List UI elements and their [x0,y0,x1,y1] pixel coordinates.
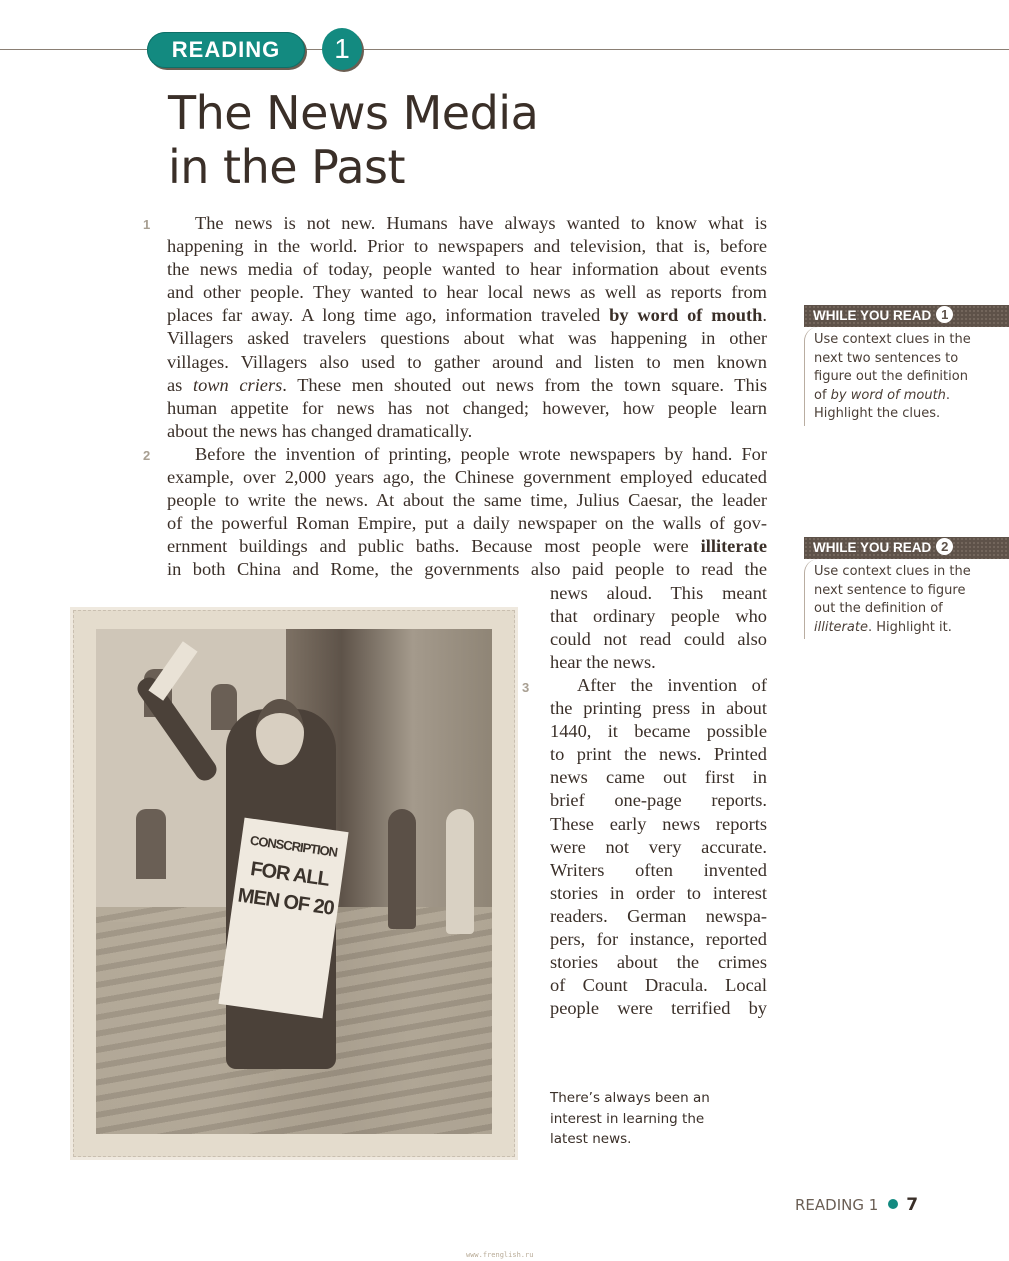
vocabulary-term-illiterate: illiterate [700,536,767,557]
paragraph-line: the printing press in about [550,698,767,719]
paragraph-number-3: 3 [522,680,530,695]
paragraph-line: Before the invention of printing, people wrote newspapers by hand. For [195,444,767,464]
sign-line: MEN OF 20 [236,884,336,920]
line-text: as [167,374,193,395]
paragraph-number-2: 2 [143,448,151,463]
paragraph-line: brief one-page reports. [550,790,767,811]
instruction-term: by word of mouth [830,387,946,403]
photo-doorway [136,809,166,879]
paragraph-line: hear the news. [550,651,656,672]
instruction-line [814,619,1009,638]
header-rule-left [0,49,150,50]
paragraph-line: people were terrified by [550,998,767,1019]
while-you-read-box-2 [804,537,1009,639]
paragraph-line: the news media of today, people wanted to hear information about events [167,259,767,280]
paragraph-line: could not read could also [550,628,767,649]
title-line-2: in the Past [168,140,406,194]
while-you-read-instructions [804,327,1009,426]
sign-line: CONSCRIPTION [249,832,339,860]
paragraph-line: and other people. They wanted to hear local news as well as reports from [167,282,767,303]
instruction-line: next sentence to figure [814,582,966,598]
footer-section: READING 1 [795,1196,879,1214]
paragraph-line: The news is not new. Humans have always wanted to know what is [195,213,767,233]
instruction-line: next two sentences to [814,350,959,366]
paragraph-line: about the news has changed dramatically. [167,420,473,441]
line-text: . These men shouted out news from the town square. This [282,374,768,395]
line-text: . [762,305,767,326]
paragraph-line: human appetite for news has not changed; however, how people learn [167,397,767,418]
paragraph-1 [167,212,767,443]
photo-image [96,629,492,1134]
paragraph-3 [550,674,767,1020]
title-line-1: The News Media [168,86,539,140]
paragraph-line: news came out first in [550,767,767,788]
instruction-line: Use context clues in the [814,332,971,347]
paragraph-line: stories about the crimes [550,952,767,973]
newsboy-photo [73,610,515,1157]
paragraph-line [167,304,767,327]
instruction-line: Highlight the clues. [814,406,941,422]
photo-caption [550,1088,710,1150]
header-rule-connector [304,49,324,50]
caption-line: latest news. [550,1131,632,1147]
italic-term-town-criers: town criers [192,374,283,395]
instruction-text: . Highlight it. [867,619,952,635]
paragraph-line: were not very accurate. [550,836,767,857]
paragraph-line: of the powerful Roman Empire, put a daily newspaper on the walls of gov- [167,513,767,534]
paragraph-line: Writers often invented [550,859,767,880]
paragraph-line: stories in order to interest [550,882,767,903]
while-you-read-label: WHILE YOU READ [813,540,932,555]
paragraph-line: that ordinary people who [550,605,767,626]
line-text: ernment buildings and public baths. Because most people were [167,536,701,557]
photo-background-person [388,809,416,929]
paragraph-line: of Count Dracula. Local [550,975,767,996]
instruction-term: illiterate [814,619,868,635]
header-rule-right [362,49,1009,50]
paragraph-line [167,535,767,558]
paragraph-number-1: 1 [143,217,151,232]
line-text: places far away. A long time ago, information traveled [167,305,610,326]
instruction-line [814,387,1009,406]
paragraph-line: These early news reports [550,813,767,834]
paragraph-line: 1440, it became possible [550,721,767,742]
paragraph-line [167,374,767,397]
photo-window [211,684,237,730]
caption-line: interest in learning the [550,1110,705,1127]
paragraph-line: pers, for instance, reported [550,929,767,950]
paragraph-line: happening in the world. Prior to newspapers and television, that is, before [167,236,767,257]
page-title [168,86,538,194]
page-footer [795,1195,918,1215]
paragraph-2-continued [550,582,767,674]
paragraph-line: Villagers asked travelers questions about what was happening in other [167,328,767,349]
instruction-line: figure out the definition [814,369,968,385]
photo-background-person [446,809,474,934]
instruction-text: . [945,387,951,403]
section-number-badge: 1 [322,28,362,70]
paragraph-line: example, over 2,000 years ago, the Chinese government employed educated [167,467,767,488]
paragraph-line: people to write the news. At about the same time, Julius Caesar, the leader [167,490,767,511]
paragraph-line: villages. Villagers also used to gather around and listen to men known [167,351,767,372]
vocabulary-term-by-word-of-mouth: by word of mouth [609,305,763,326]
paragraph-line: to print the news. Printed [550,744,767,765]
paragraph-line: news aloud. This meant [550,582,767,603]
bullet-dot-icon [888,1199,898,1209]
caption-line: There’s always been an [550,1090,710,1106]
while-you-read-header [804,305,1009,327]
while-you-read-number-icon: 1 [936,306,953,323]
page-number: 7 [906,1195,919,1215]
paragraph-2 [167,443,767,582]
while-you-read-header [804,537,1009,559]
section-label-badge: READING [147,32,305,68]
while-you-read-instructions [804,559,1009,639]
watermark: www.frenglish.ru [466,1251,534,1259]
photo-newsboy-head [256,699,304,765]
paragraph-line: readers. German newspa- [550,905,767,926]
instruction-text: of [814,387,831,403]
instruction-line: Use context clues in the [814,564,971,579]
paragraph-line: After the invention of [577,675,767,695]
while-you-read-box-1 [804,305,1009,426]
paragraph-line: in both China and Rome, the governments also paid people to read the [167,559,767,580]
instruction-line: out the definition of [814,601,943,617]
sign-line: FOR ALL [249,858,331,891]
while-you-read-label: WHILE YOU READ [813,308,932,323]
while-you-read-number-icon: 2 [936,538,953,555]
